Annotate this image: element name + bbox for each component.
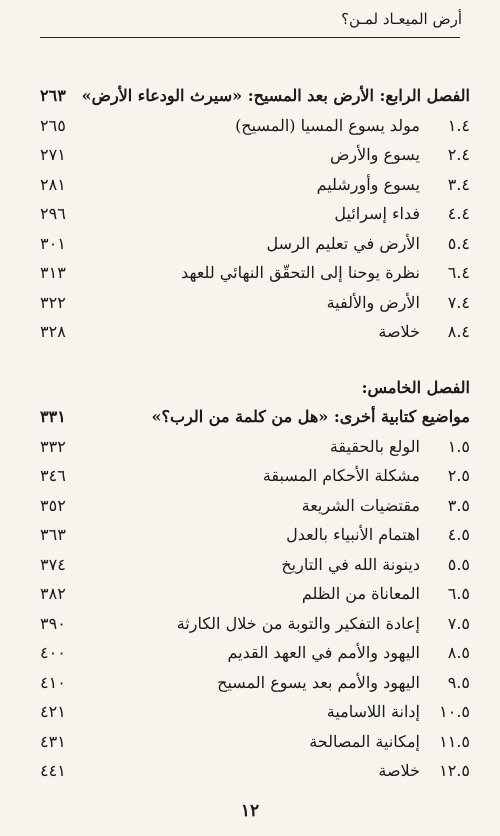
toc-entry-page: ٢٧١ bbox=[40, 145, 66, 164]
chapter-4-page: ٢٦٣ bbox=[40, 86, 66, 105]
toc-entry-text bbox=[317, 175, 470, 194]
toc-entry-text bbox=[286, 525, 470, 544]
toc-entry bbox=[40, 145, 470, 175]
toc-entry-title: إمكانية المصالحة bbox=[309, 731, 420, 751]
toc-entry-page: ٣٢٢ bbox=[40, 292, 66, 312]
toc-entry bbox=[40, 702, 470, 732]
toc-entry bbox=[40, 761, 470, 791]
toc-entry-page: ٣٩٠ bbox=[40, 613, 66, 633]
toc-entry-page: ٣٦٣ bbox=[40, 525, 66, 544]
toc-entry bbox=[40, 175, 470, 205]
toc-entry-text bbox=[330, 145, 470, 164]
toc-entry-title: إدانة اللاسامية bbox=[326, 702, 420, 721]
toc-entry-title: خلاصة bbox=[378, 761, 420, 780]
toc-entry-number: ١٠.٥ bbox=[439, 702, 470, 721]
toc-entry-title: الأرض والألفية bbox=[326, 292, 420, 312]
toc-entry-text bbox=[228, 643, 470, 662]
toc-entry bbox=[40, 584, 470, 614]
toc-entry-number: ١١.٥ bbox=[439, 731, 470, 751]
toc-entry-page: ٢٦٥ bbox=[40, 115, 66, 135]
toc-entry-text bbox=[327, 293, 470, 312]
toc-entry-text bbox=[281, 555, 470, 574]
toc-entry-text bbox=[302, 496, 470, 515]
toc-entry-title: خلاصة bbox=[378, 322, 420, 341]
toc-entry-page: ٣٤٦ bbox=[40, 466, 66, 485]
toc-entry-title: الولع بالحقيقة bbox=[329, 436, 420, 456]
toc-entry bbox=[40, 263, 470, 293]
chapter-4-row bbox=[40, 86, 470, 116]
toc-entry bbox=[40, 525, 470, 555]
toc-entry-number: ٥.٥ bbox=[447, 554, 470, 574]
toc-entry-text bbox=[330, 437, 470, 456]
toc-entry-title: يسوع والأرض bbox=[330, 145, 420, 164]
toc-entry-title: مقتضيات الشريعة bbox=[301, 495, 420, 515]
toc-entry-number: ٧.٥ bbox=[447, 613, 470, 633]
toc-entry-number: ٤.٥ bbox=[447, 525, 470, 544]
toc-entry-title: اليهود والأمم بعد يسوع المسيح bbox=[217, 672, 420, 692]
toc-entry-text bbox=[181, 263, 470, 282]
toc-entry-number: ١٢.٥ bbox=[439, 761, 470, 780]
toc-entry-page: ٣٨٢ bbox=[40, 584, 66, 603]
toc-entry-page: ٣٧٤ bbox=[40, 554, 66, 574]
toc-entry-page: ٤٠٠ bbox=[40, 643, 66, 662]
toc-entry-number: ٨.٤ bbox=[447, 322, 470, 341]
toc-entry-title: اهتمام الأنبياء بالعدل bbox=[286, 525, 420, 544]
toc-entry bbox=[40, 466, 470, 496]
toc-entry-page: ٣٠١ bbox=[40, 233, 66, 253]
toc-entry-page: ٣٥٢ bbox=[40, 495, 66, 515]
toc-entry-title: مشكلة الأحكام المسبقة bbox=[262, 466, 420, 485]
toc-entry bbox=[40, 643, 470, 673]
toc-entry-text bbox=[309, 732, 470, 751]
toc-entry bbox=[40, 555, 470, 585]
toc-entry-page: ٣١٣ bbox=[40, 263, 66, 282]
chapter-4-items bbox=[40, 116, 470, 352]
toc-entry-page: ٢٨١ bbox=[40, 174, 66, 194]
toc-entry-text bbox=[378, 322, 470, 341]
toc-entry-text bbox=[302, 584, 470, 603]
chapter-5-page: ٣٣١ bbox=[40, 407, 66, 426]
toc-entry-title: المعاناة من الظلم bbox=[301, 584, 420, 603]
toc-entry-number: ٨.٥ bbox=[447, 643, 470, 662]
toc-entry bbox=[40, 614, 470, 644]
chapter-5-heading: الفصل الخامس: bbox=[361, 377, 470, 397]
toc-entry bbox=[40, 293, 470, 323]
toc-entry-title: مولد يسوع المسيا (المسيح) bbox=[235, 115, 420, 135]
toc-entry-number: ٤.٤ bbox=[447, 204, 470, 223]
toc-entry bbox=[40, 322, 470, 352]
toc-entry-number: ١.٤ bbox=[447, 115, 470, 135]
toc-entry-page: ٣٢٨ bbox=[40, 322, 66, 341]
toc-entry-number: ٣.٥ bbox=[447, 495, 470, 515]
toc-entry-text bbox=[217, 673, 470, 692]
chapter-5-items bbox=[40, 437, 470, 791]
toc-entry-number: ٧.٤ bbox=[447, 292, 470, 312]
toc-entry-title: نظرة يوحنا إلى التحقّق النهائي للعهد bbox=[181, 263, 420, 282]
toc-entry-number: ١.٥ bbox=[447, 436, 470, 456]
toc-entry-text bbox=[334, 204, 470, 223]
toc-entry-title: فداء إسرائيل bbox=[334, 204, 420, 223]
toc-entry bbox=[40, 732, 470, 762]
toc-entry-title: دينونة الله في التاريخ bbox=[281, 554, 420, 574]
toc-entry-title: إعادة التفكير والتوبة من خلال الكارثة bbox=[176, 613, 420, 633]
toc-entry-page: ٢٩٦ bbox=[40, 204, 66, 223]
toc-entry-number: ٥.٤ bbox=[447, 233, 470, 253]
toc-entry-title: اليهود والأمم في العهد القديم bbox=[227, 643, 420, 662]
toc-entry-number: ٦.٥ bbox=[447, 584, 470, 603]
chapter-5-title: مواضيع كتابية أخرى: «هل من كلمة من الرب؟» bbox=[151, 407, 470, 426]
toc-entry bbox=[40, 437, 470, 467]
toc-entry-page: ٤٤١ bbox=[40, 761, 66, 780]
toc-entry-text bbox=[327, 702, 470, 721]
toc-entry bbox=[40, 116, 470, 146]
running-header-title: أرض الميعـاد لمـن؟ bbox=[341, 10, 462, 28]
toc-entry-page: ٤٢١ bbox=[40, 702, 66, 721]
toc-entry-text bbox=[235, 116, 470, 135]
toc-entry-text bbox=[177, 614, 470, 633]
toc-entry-number: ٩.٥ bbox=[447, 672, 470, 692]
toc-entry-number: ٢.٤ bbox=[447, 145, 470, 164]
toc-entry-page: ٤١٠ bbox=[40, 672, 66, 692]
toc-entry-title: يسوع وأورشليم bbox=[316, 174, 420, 194]
section-gap bbox=[40, 352, 470, 378]
toc-entry bbox=[40, 234, 470, 264]
toc-entry-title: الأرض في تعليم الرسل bbox=[266, 233, 420, 253]
chapter-4-title: الفصل الرابع: الأرض بعد المسيح: «سيرث الودعاء الأرض» bbox=[81, 86, 470, 105]
page-number: ١٢ bbox=[240, 801, 260, 821]
chapter-5-row bbox=[40, 407, 470, 437]
toc-entry-number: ٦.٤ bbox=[447, 263, 470, 282]
toc-entry-number: ٢.٥ bbox=[447, 466, 470, 485]
toc-entry-page: ٤٣١ bbox=[40, 731, 66, 751]
table-of-contents bbox=[40, 86, 470, 791]
toc-entry-number: ٣.٤ bbox=[447, 174, 470, 194]
header-rule bbox=[40, 37, 460, 38]
toc-entry-text bbox=[263, 466, 470, 485]
toc-entry bbox=[40, 673, 470, 703]
toc-entry-text bbox=[378, 761, 470, 780]
toc-entry-page: ٣٣٢ bbox=[40, 436, 66, 456]
toc-entry bbox=[40, 204, 470, 234]
toc-entry bbox=[40, 496, 470, 526]
toc-entry-text bbox=[267, 234, 471, 253]
